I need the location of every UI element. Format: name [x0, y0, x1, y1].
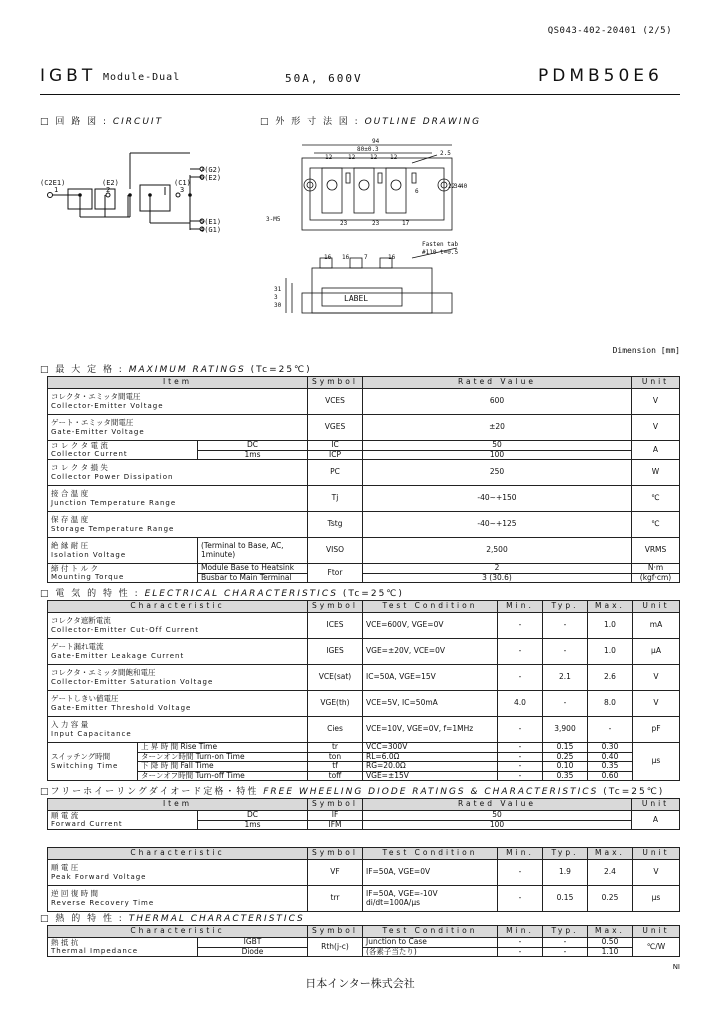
- dim-34: 34: [454, 183, 462, 190]
- thermal-title: □ 熱 的 特 性 : THERMAL CHARACTERISTICS: [40, 914, 305, 924]
- pin-e1: 5(E1): [200, 218, 222, 226]
- table-row: 下 降 時 間 Fall Time tf RG=20.0Ω - 0.10 0.35: [48, 762, 680, 772]
- ni-mark: NI: [672, 963, 680, 971]
- company-name: 日本インター株式会社: [305, 977, 415, 990]
- part-number: PDMB50E6: [538, 66, 663, 86]
- table-row: Busbar to Main Terminal 3 (30.6) (kgf·cm): [48, 573, 680, 583]
- dim-30: 30: [274, 302, 282, 309]
- dim-22: 22: [448, 183, 456, 190]
- dim-12c: 12: [370, 154, 378, 161]
- dim-6: 6: [415, 188, 419, 195]
- max-ratings-table: Item Symbol Rated Value Unit コレクタ・エミッタ間電圧 Collector-Emitter Voltage VCES 600 V ゲート・エミッタ間電圧 Gate-Emitter Voltage VGES ±20 V コ レ ク タ 電 流 Collector Current DC IC 50 A 1ms ICP 100 コ レ ク タ 損 失 Collector Power Dissipation PC 250 W 接 合 温 度 Junction Temperature Range Tj -40~+150 ℃ 保 存 温 度 Storage Temperature Range Tstg -40~+125 ℃ 絶 縁 耐 圧 Isolation Voltage (Terminal to Base, AC, 1minute) VISO 2,500 VRMS 締 付 ト ル ク Mounting Torque Module Base to Heatsink Ftor 2 N·m Busbar to Main Terminal 3 (30.6) (kgf·cm): [47, 376, 680, 583]
- dim-12d: 12: [390, 154, 398, 161]
- dim-16c: 16: [388, 254, 396, 261]
- header-rule: [40, 94, 680, 95]
- table-row: コレクタ・エミッタ間飽和電圧 Collector-Emitter Saturation Voltage VCE(sat) IC=50A, VGE=15V - 2.1 2.6 V: [48, 665, 680, 691]
- dim-94: 94: [372, 138, 380, 145]
- units-note: Dimension [mm]: [612, 346, 680, 355]
- table-row: ターンオン時間 Turn-on Time ton RL=6.0Ω - 0.25 0.40: [48, 752, 680, 762]
- dim-7: 7: [364, 254, 368, 261]
- pin-g2: 7(G2): [200, 166, 222, 174]
- table-row: 逆 回 復 時 間 Reverse Recovery Time trr IF=50A, VGE=-10V di/dt=100A/μs - 0.15 0.25 μs: [48, 886, 680, 912]
- elec-table: Characteristic Symbol Test Condition Min. Typ. Max. Unit コレクタ遮断電流 Collector-Emitter Cut-Off Current ICES VCE=600V, VGE=0V - - 1.0 mA ゲート漏れ電流 Gate-Emitter Leakage Current IGES VGE=±20V, VCE=0V - - 1.0 μA コレクタ・エミッタ間飽和電圧 Collector-Emitter Saturation Voltage VCE(sat) IC=50A, VGE=15V - 2.1 2.6 V ゲートしきい値電圧 Gate-Emitter Threshold Voltage VGE(th) VCE=5V, IC=50mA 4.0 - 8.0 V 入 力 容 量 Input Capacitance Cies VCE=10V, VGE=0V, f=1MHz - 3,900 - pF スイッチング時間 Switching Time 上 昇 時 間 Rise Time tr VCC=300V - 0.15 0.30 μs ターンオン時間 Turn-on Time ton RL=6.0Ω - 0.25 0.40 下 降 時 間 Fall Time tf RG=20.0Ω - 0.10 0.35 ターンオフ時間 Turn-off Time toff VGE=±15V - 0.35 0.60: [47, 600, 680, 781]
- tab-size: #110 t=0.5: [422, 249, 459, 256]
- table-row: コ レ ク タ 電 流 Collector Current DC IC 50 A: [48, 441, 680, 451]
- table-row: Diode (各素子当たり) - - 1.10: [48, 947, 680, 957]
- table-row: 保 存 温 度 Storage Temperature Range Tstg -40~+125 ℃: [48, 512, 680, 538]
- rating-summary: 50A, 600V: [285, 72, 363, 85]
- elec-title: □ 電 気 的 特 性 : ELECTRICAL CHARACTERISTICS (Tc=25℃): [40, 589, 404, 599]
- dim-2-5: 2.5: [440, 150, 451, 157]
- fwd-title: □フリーホイーリングダイオード定格・特性 FREE WHEELING DIODE RATINGS & CHARACTERISTICS (Tc=25℃): [40, 787, 665, 797]
- table-row: スイッチング時間 Switching Time 上 昇 時 間 Rise Time tr VCC=300V - 0.15 0.30 μs: [48, 743, 680, 753]
- table-row: 1ms ICP 100: [48, 450, 680, 460]
- fasten-tab: Fasten tab: [422, 241, 459, 248]
- dim-23b: 23: [372, 220, 380, 227]
- dim-12b: 12: [348, 154, 356, 161]
- pin-3: 3: [180, 186, 185, 194]
- table-row: ゲート・エミッタ間電圧 Gate-Emitter Voltage VGES ±20 V: [48, 415, 680, 441]
- dim-23a: 23: [340, 220, 348, 227]
- pin-c2e1: (C2E1): [40, 179, 66, 187]
- table-row: ゲート漏れ電流 Gate-Emitter Leakage Current IGES VGE=±20V, VCE=0V - - 1.0 μA: [48, 639, 680, 665]
- fwd-rating-table: Item Symbol Rated Value Unit 順 電 流 Forward Current DC IF 50 A 1ms IFM 100: [47, 798, 680, 830]
- table-row: ターンオフ時間 Turn-off Time toff VGE=±15V - 0.35 0.60: [48, 771, 680, 781]
- table-row: 順 電 圧 Peak Forward Voltage VF IF=50A, VGE=0V - 1.9 2.4 V: [48, 860, 680, 886]
- table-row: 熱 抵 抗 Thermal Impedance IGBT Rth(j-c) Junction to Case - - 0.50 ℃/W: [48, 938, 680, 948]
- dim-3m5: 3-M5: [266, 216, 281, 223]
- dim-16a: 16: [324, 254, 332, 261]
- max-ratings-title: □ 最 大 定 格 : MAXIMUM RATINGS (Tc=25℃): [40, 365, 312, 375]
- table-row: 接 合 温 度 Junction Temperature Range Tj -40~+150 ℃: [48, 486, 680, 512]
- circuit-diagram: [40, 135, 230, 245]
- dim-12a: 12: [325, 154, 333, 161]
- pin-g1: 4(G1): [200, 226, 222, 234]
- dim-16b: 16: [342, 254, 350, 261]
- table-row: コレクタ・エミッタ間電圧 Collector-Emitter Voltage VCES 600 V: [48, 389, 680, 415]
- module-type: Module-Dual: [103, 72, 181, 83]
- table-row: ゲートしきい値電圧 Gate-Emitter Threshold Voltage VGE(th) VCE=5V, IC=50mA 4.0 - 8.0 V: [48, 691, 680, 717]
- table-row: 締 付 ト ル ク Mounting Torque Module Base to Heatsink Ftor 2 N·m: [48, 564, 680, 574]
- table-row: 順 電 流 Forward Current DC IF 50 A: [48, 811, 680, 821]
- dim-80: 80±0.3: [357, 146, 379, 153]
- dim-3: 3: [274, 294, 278, 301]
- label-text: LABEL: [344, 294, 369, 303]
- product-type: IGBT: [40, 66, 97, 86]
- pin-e2b: 6(E2): [200, 174, 222, 182]
- thermal-table: Characteristic Symbol Test Condition Min. Typ. Max. Unit 熱 抵 抗 Thermal Impedance IGBT Rth(j-c) Junction to Case - - 0.50 ℃/W Diode (各素子当たり) - - 1.10: [47, 925, 680, 957]
- fwd-char-table: Characteristic Symbol Test Condition Min. Typ. Max. Unit 順 電 圧 Peak Forward Voltage VF IF=50A, VGE=0V - 1.9 2.4 V 逆 回 復 時 間 Reverse Recovery Time trr IF=50A, VGE=-10V di/dt=100A/μs - 0.15 0.25 μs: [47, 847, 680, 912]
- table-row: コレクタ遮断電流 Collector-Emitter Cut-Off Current ICES VCE=600V, VGE=0V - - 1.0 mA: [48, 613, 680, 639]
- dim-17: 17: [402, 220, 410, 227]
- outline-title: □ 外 形 寸 法 図 : OUTLINE DRAWING: [260, 117, 482, 127]
- circuit-title: □ 回 路 図 : CIRCUIT: [40, 117, 164, 127]
- table-row: コ レ ク タ 損 失 Collector Power Dissipation PC 250 W: [48, 460, 680, 486]
- pin-e2: (E2): [102, 179, 119, 187]
- pin-1: 1: [54, 186, 59, 194]
- dim-31: 31: [274, 286, 282, 293]
- table-row: 絶 縁 耐 圧 Isolation Voltage (Terminal to Base, AC, 1minute) VISO 2,500 VRMS: [48, 538, 680, 564]
- dim-40: 40: [460, 183, 468, 190]
- outline-drawing: [262, 133, 487, 338]
- document-number: QS043-402-20401 (2/5): [547, 26, 672, 36]
- table-row: 1ms IFM 100: [48, 820, 680, 830]
- table-row: 入 力 容 量 Input Capacitance Cies VCE=10V, VGE=0V, f=1MHz - 3,900 - pF: [48, 717, 680, 743]
- pin-2: 2: [106, 186, 111, 194]
- pin-c1: (C1): [174, 179, 191, 187]
